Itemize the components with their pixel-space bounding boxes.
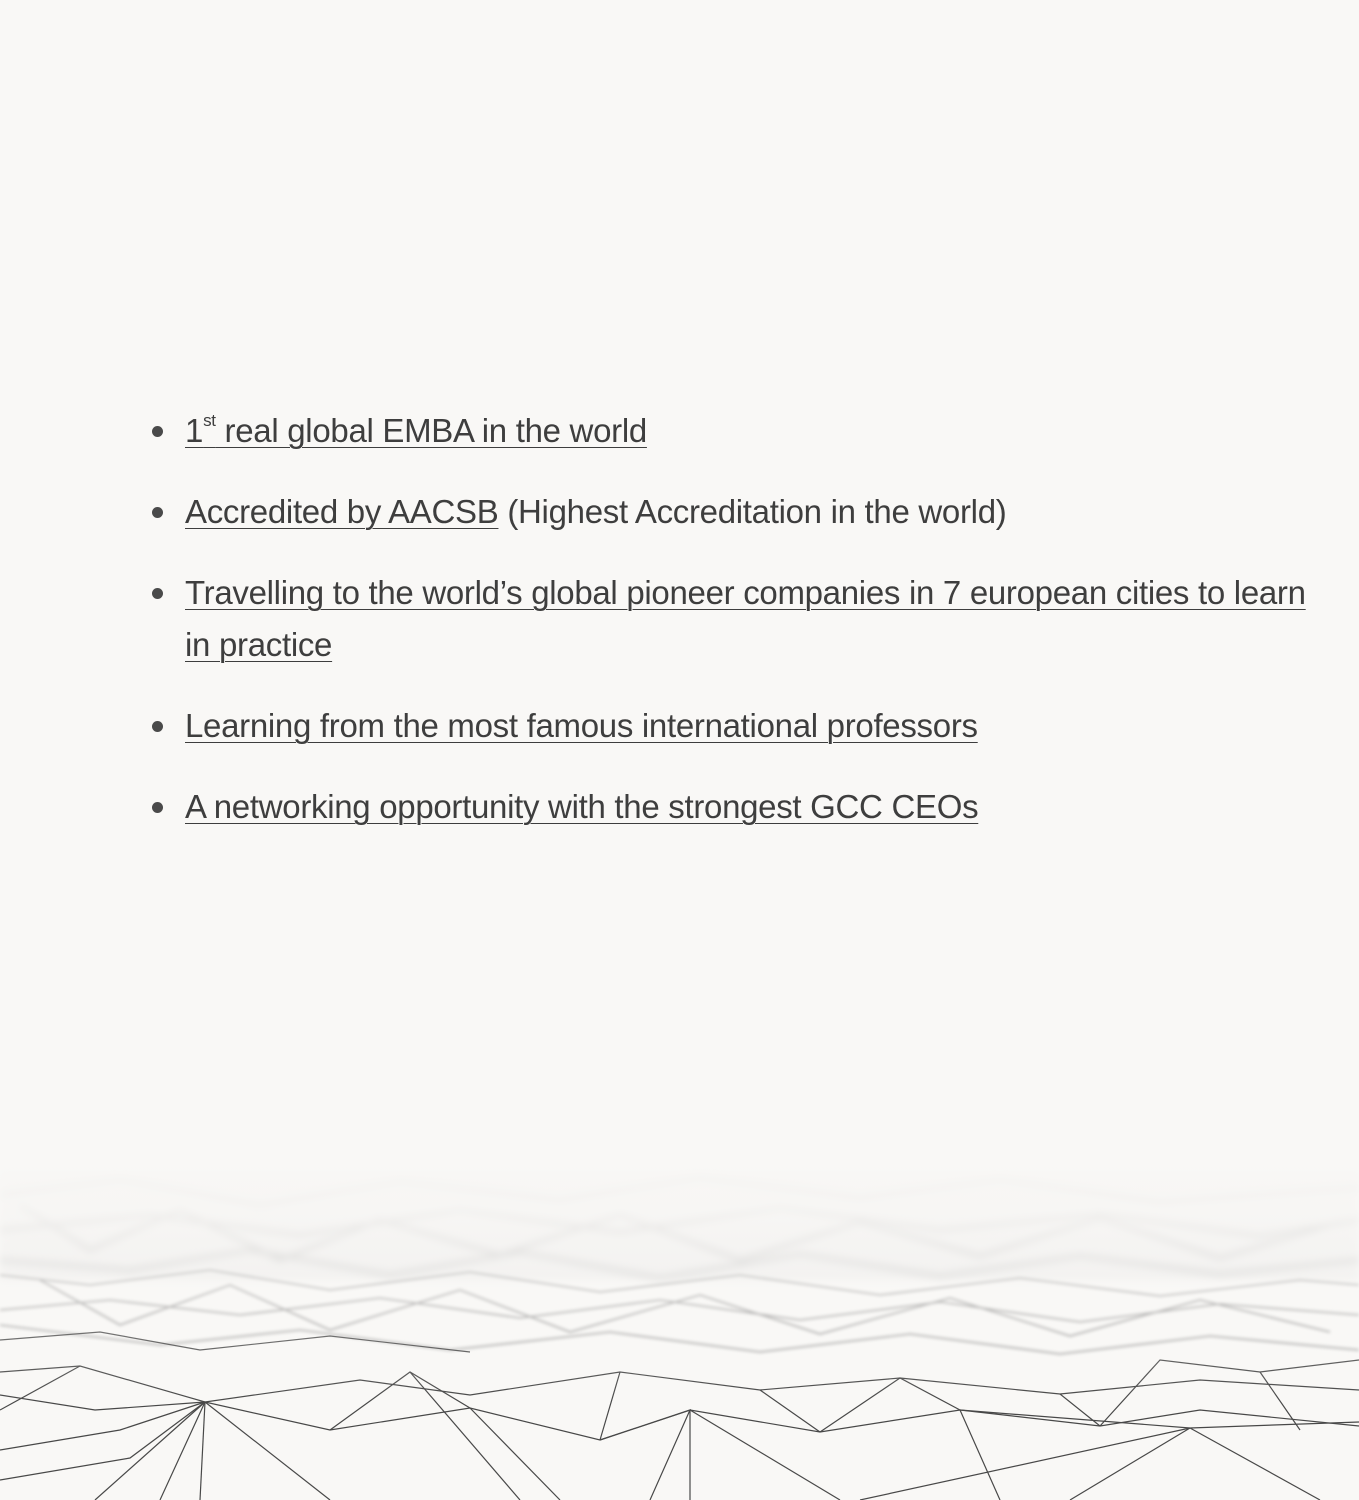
ordinal-number: 1 [185,412,204,449]
networking-link[interactable]: A networking opportunity with the strongest GCC CEOs [185,788,979,825]
list-item [152,781,1322,833]
network-mesh-graphic [0,1110,1359,1500]
travel-link[interactable]: Travelling to the world’s global pioneer companies in 7 european cities to learn in practice [185,574,1306,663]
list-item [152,486,1322,538]
highlights-list [152,405,1322,862]
bullet-icon [152,588,163,599]
aacsb-link[interactable]: Accredited by AACSB [185,493,499,530]
link-text: real global EMBA in the world [215,412,647,449]
bullet-icon [152,802,163,813]
bullet-icon [152,721,163,732]
list-item [152,567,1322,671]
bullet-icon [152,426,163,437]
professors-link[interactable]: Learning from the most famous international professors [185,707,978,744]
ordinal-suffix: st [203,411,216,430]
list-item [152,700,1322,752]
bullet-icon [152,507,163,518]
global-emba-link[interactable] [185,412,647,449]
list-item [152,405,1322,457]
aacsb-note: (Highest Accreditation in the world) [498,493,1007,530]
